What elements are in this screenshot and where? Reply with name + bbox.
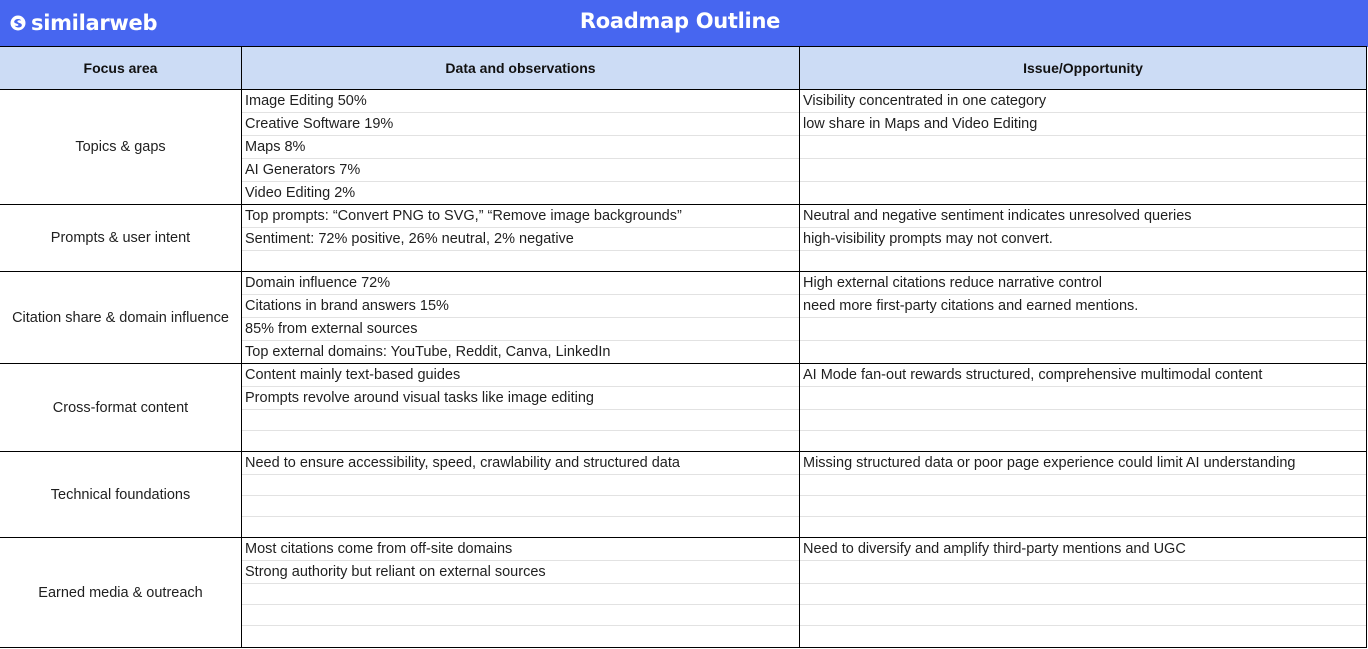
observation-line[interactable] bbox=[242, 584, 799, 605]
issue-line[interactable] bbox=[800, 431, 1366, 451]
observation-line[interactable]: Citations in brand answers 15% bbox=[242, 295, 799, 318]
observation-line[interactable]: Prompts revolve around visual tasks like image editing bbox=[242, 387, 799, 410]
observation-line[interactable] bbox=[242, 431, 799, 451]
data-observations-cell bbox=[241, 364, 799, 451]
observation-line[interactable]: Maps 8% bbox=[242, 136, 799, 159]
data-observations-cell bbox=[241, 452, 799, 537]
column-header-focus-area: Focus area bbox=[83, 60, 158, 76]
focus-area-cell[interactable]: Citation share & domain influence bbox=[12, 309, 229, 326]
observation-line[interactable]: Strong authority but reliant on external sources bbox=[242, 561, 799, 584]
observation-line[interactable] bbox=[242, 496, 799, 517]
focus-area-cell[interactable]: Cross-format content bbox=[52, 399, 189, 416]
table-body bbox=[0, 90, 1366, 648]
observation-line[interactable]: Domain influence 72% bbox=[242, 272, 799, 295]
issue-line[interactable]: AI Mode fan-out rewards structured, comprehensive multimodal content bbox=[800, 364, 1366, 387]
issue-line[interactable]: need more first-party citations and earned mentions. bbox=[800, 295, 1366, 318]
issue-line[interactable]: Missing structured data or poor page experience could limit AI understanding bbox=[800, 452, 1366, 475]
issue-line[interactable]: high-visibility prompts may not convert. bbox=[800, 228, 1366, 251]
header-bar bbox=[0, 0, 1368, 47]
roadmap-table bbox=[0, 46, 1367, 648]
observation-line[interactable] bbox=[242, 251, 799, 271]
issue-line[interactable]: High external citations reduce narrative control bbox=[800, 272, 1366, 295]
observation-line[interactable]: Top prompts: “Convert PNG to SVG,” “Remove image backgrounds” bbox=[242, 205, 799, 228]
table-header-row bbox=[0, 47, 1366, 90]
issue-opportunity-cell bbox=[799, 90, 1366, 204]
table-row-group bbox=[0, 452, 1366, 538]
focus-area-cell[interactable]: Prompts & user intent bbox=[50, 230, 191, 246]
data-observations-cell bbox=[241, 272, 799, 363]
issue-opportunity-cell bbox=[799, 538, 1366, 647]
table-row-group bbox=[0, 272, 1366, 364]
observation-line[interactable]: Content mainly text-based guides bbox=[242, 364, 799, 387]
observation-line[interactable] bbox=[242, 605, 799, 626]
issue-opportunity-cell bbox=[799, 452, 1366, 537]
data-observations-cell bbox=[241, 90, 799, 204]
focus-area-cell[interactable]: Technical foundations bbox=[50, 486, 191, 503]
observation-line[interactable] bbox=[242, 475, 799, 496]
observation-line[interactable]: Need to ensure accessibility, speed, crawlability and structured data bbox=[242, 452, 799, 475]
observation-line[interactable] bbox=[242, 517, 799, 537]
issue-opportunity-cell bbox=[799, 272, 1366, 363]
issue-line[interactable] bbox=[800, 584, 1366, 605]
observation-line[interactable] bbox=[242, 410, 799, 431]
observation-line[interactable]: Top external domains: YouTube, Reddit, Canva, LinkedIn bbox=[245, 344, 611, 360]
column-header-issue-opportunity: Issue/Opportunity bbox=[799, 47, 1366, 89]
observation-line[interactable]: Sentiment: 72% positive, 26% neutral, 2% negative bbox=[242, 228, 799, 251]
issue-line[interactable] bbox=[800, 626, 1366, 647]
issue-line[interactable] bbox=[800, 475, 1366, 496]
observation-line[interactable]: Video Editing 2% bbox=[245, 185, 356, 201]
issue-line[interactable] bbox=[800, 251, 1366, 271]
observation-line[interactable] bbox=[242, 626, 799, 647]
issue-opportunity-cell bbox=[799, 205, 1366, 271]
issue-line[interactable] bbox=[800, 136, 1366, 159]
observation-line[interactable]: Image Editing 50% bbox=[242, 90, 799, 113]
brand-name: similarweb bbox=[31, 11, 158, 35]
issue-line[interactable] bbox=[800, 496, 1366, 517]
observation-line[interactable]: 85% from external sources bbox=[242, 318, 799, 341]
issue-line[interactable] bbox=[800, 410, 1366, 431]
issue-line[interactable]: Neutral and negative sentiment indicates unresolved queries bbox=[800, 205, 1366, 228]
observation-line[interactable]: Creative Software 19% bbox=[242, 113, 799, 136]
issue-line[interactable] bbox=[800, 561, 1366, 584]
data-observations-cell bbox=[241, 538, 799, 647]
issue-line[interactable] bbox=[800, 517, 1366, 537]
issue-line[interactable] bbox=[800, 341, 1366, 363]
issue-line[interactable] bbox=[800, 159, 1366, 182]
table-row-group bbox=[0, 205, 1366, 272]
table-row-group bbox=[0, 364, 1366, 452]
issue-opportunity-cell bbox=[799, 364, 1366, 451]
focus-area-cell[interactable]: Earned media & outreach bbox=[38, 584, 203, 601]
issue-line[interactable]: Need to diversify and amplify third-party mentions and UGC bbox=[800, 538, 1366, 561]
data-observations-cell bbox=[241, 205, 799, 271]
issue-line[interactable] bbox=[800, 182, 1366, 204]
issue-line[interactable] bbox=[800, 387, 1366, 410]
table-row-group bbox=[0, 538, 1366, 648]
issue-line[interactable] bbox=[800, 605, 1366, 626]
column-header-data-observations: Data and observations bbox=[241, 47, 799, 89]
focus-area-cell[interactable]: Topics & gaps bbox=[75, 139, 166, 155]
observation-line[interactable]: Most citations come from off-site domains bbox=[242, 538, 799, 561]
issue-line[interactable]: low share in Maps and Video Editing bbox=[800, 113, 1366, 136]
page-title: Roadmap Outline bbox=[579, 9, 781, 33]
issue-line[interactable]: Visibility concentrated in one category bbox=[800, 90, 1366, 113]
observation-line[interactable]: AI Generators 7% bbox=[242, 159, 799, 182]
issue-line[interactable] bbox=[800, 318, 1366, 341]
table-row-group bbox=[0, 90, 1366, 205]
